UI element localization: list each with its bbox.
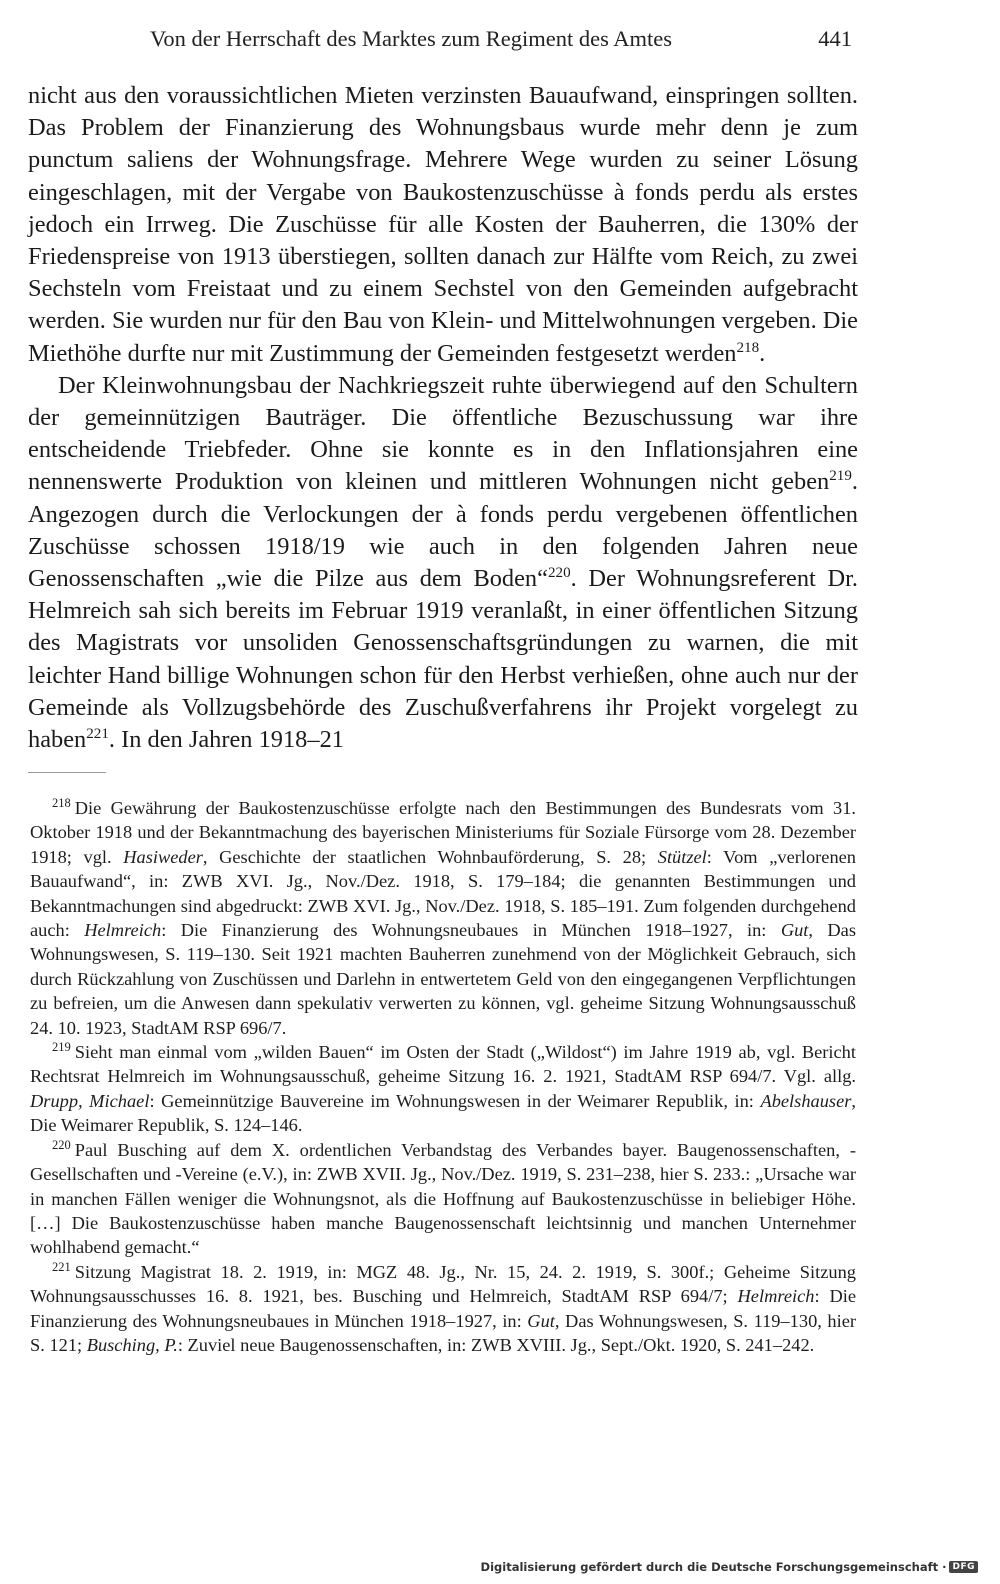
footnote-text: , Das Wohnungswesen, S. 119–130, hier S. 121; — [30, 1310, 857, 1355]
page-number: 441 — [818, 26, 852, 51]
footnote-218 — [30, 796, 856, 1040]
body-text-segment: . Angezogen durch die Verlockungen der à fonds perdu vergebenen öffentlichen Zuschüsse schossen 1918/19 wie auch in den folgenden Jahren neue Genossenschaften „wie die Pilze aus dem Boden“ — [28, 468, 858, 593]
footnote-number: 221 — [52, 1259, 71, 1274]
footnote-author: Abelshauser — [760, 1090, 852, 1111]
footnote-text: : Die Finanzierung des Wohnungsneubaues in München 1918–1927, in: — [161, 920, 781, 941]
footnote-separator — [28, 772, 106, 773]
footnote-reference: 220 — [547, 564, 571, 581]
footnote-author: Drupp, Michael — [30, 1090, 150, 1111]
footnote-220 — [30, 1138, 856, 1260]
footnote-text: Paul Busching auf dem X. ordentlichen Verbandstag des Verbandes bayer. Baugenossenschaften, -Gesellschaften und -Vereine (e.V.), in: ZWB XVII. Jg., Nov./Dez. 1919, S. 231–238, hier S. 233.: „Ursache war in manchen Fällen weniger die Wohnungsnot, als die Hoffnung auf Baukostenzuschüsse in beliebiger Höhe. […] Die Baukostenzuschüsse haben manche Baugenossenschaft leichtsinnig und manchen Unternehmer wohlhabend gemacht.“ — [30, 1139, 856, 1258]
footnote-text: : Zuviel neue Baugenossenschaften, in: ZWB XVIII. Jg., Sept./Okt. 1920, S. 241–242. — [177, 1334, 815, 1355]
footnote-author: Gut — [527, 1310, 555, 1331]
body-paragraph — [28, 80, 858, 370]
body-text — [28, 80, 858, 756]
body-text-segment: . In den Jahren 1918–21 — [108, 726, 344, 754]
footnote-221 — [30, 1260, 856, 1358]
running-head-title: Von der Herrschaft des Marktes zum Regiment des Amtes — [150, 26, 672, 51]
body-text-segment: nicht aus den voraussichtlichen Mieten verzinsten Bauaufwand, einspringen sollten. Das Problem der Finanzierung des Wohnungsbaus wurde mehr denn je zum punctum saliens der Wohnungsfrage. Mehrere Wege wurden zu seiner Lösung eingeschlagen, mit der Vergabe von Baukostenzuschüsse à fonds perdu als erstes jedoch ein Irrweg. Die Zuschüsse für alle Kosten der Bauherren, die 130% der Friedenspreise von 1913 überstiegen, sollten danach zur Hälfte vom Reich, zu zwei Sechsteln vom Freistaat und zu einem Sechstel von den Gemeinden aufgebracht werden. Sie wurden nur für den Bau von Klein- und Mittelwohnungen vergeben. Die Miethöhe durfte nur mit Zustimmung der Gemeinden festgesetzt werden — [28, 82, 858, 367]
footnote-219 — [30, 1040, 856, 1138]
footnote-author: Helmreich — [737, 1286, 815, 1307]
body-paragraph — [28, 370, 858, 756]
footnote-text: : Die Finanzierung des Wohnungsneubaues in München 1918–1927, in: — [30, 1286, 857, 1331]
body-text-segment: . Der Wohnungsreferent Dr. Helmreich sah sich bereits im Februar 1919 veranlaßt, in einer öffentlichen Sitzung des Magistrats vor unsoliden Genossenschaftsgründungen zu warnen, die mit leichter Hand billige Wohnungen schon für den Herbst verhießen, ohne auch nur der Gemeinde als Vollzugsbehörde des Zuschußverfahrens ihr Projekt vorgelegt zu haben — [28, 565, 858, 754]
footnote-text: : Vom „verlorenen Bauaufwand“, in: ZWB XVI. Jg., Nov./Dez. 1918, S. 179–184; die genannten Bestimmungen und Bekanntmachungen sind abgedruckt: ZWB XVI. Jg., Nov./Dez. 1918, S. 185–191. Zum folgenden durchgehend auch: — [30, 846, 856, 941]
footnote-author: Busching, P. — [86, 1334, 178, 1355]
footnote-text: : Gemeinnützige Bauvereine im Wohnungswesen in der Weimarer Republik, in: — [149, 1090, 761, 1111]
footnote-number: 220 — [52, 1137, 71, 1152]
footnote-text: Die Gewährung der Baukostenzuschüsse erfolgte nach den Bestimmungen des Bundesrats vom 31. Oktober 1918 und der Bekanntmachung des bayerischen Ministeriums für Soziale Fürsorge vom 28. Dezember 1918; vgl. — [30, 798, 856, 867]
footnote-author: Stützel — [657, 846, 707, 867]
footnote-text: Sitzung Magistrat 18. 2. 1919, in: MGZ 48. Jg., Nr. 15, 24. 2. 1919, S. 300f.; Geheime Sitzung Wohnungsausschusses 16. 8. 1921, bes. Busching und Helmreich, StadtAM RSP 694/7; — [30, 1261, 856, 1307]
footnote-text: , Die Weimarer Republik, S. 124–146. — [30, 1090, 856, 1136]
footnote-author: Gut — [780, 920, 809, 941]
footnote-text: , Das Wohnungswesen, S. 119–130. Seit 1921 machten Bauherren zunehmend von der Möglichkeit Gebrauch, sich durch Rückzahlung von Zuschüssen und Darlehn in entwertetem Geld von den eingegangenen Verpflichtungen zu befreien, um die Anwesen dann spekulativ verwerten zu können, vgl. geheime Sitzung Wohnungsausschuß 24. 10. 1923, StadtAM RSP 696/7. — [30, 920, 857, 1038]
digitization-notice-text: Digitalisierung gefördert durch die Deutsche Forschungsgemeinschaft · — [480, 1560, 947, 1574]
digitization-notice — [481, 1556, 978, 1578]
footnote-reference: 221 — [86, 725, 109, 742]
footnote-reference: 218 — [736, 339, 760, 356]
body-text-segment: . — [759, 339, 766, 367]
footnote-reference: 219 — [829, 468, 852, 485]
footnote-number: 219 — [52, 1039, 71, 1054]
footnote-number: 218 — [52, 795, 71, 810]
footnotes — [30, 796, 856, 1357]
footnote-author: Hasiweder — [123, 846, 203, 867]
footnote-author: Helmreich — [84, 920, 162, 941]
body-text-segment: Der Kleinwohnungsbau der Nachkriegszeit ruhte überwiegend auf den Schultern der gemeinnützigen Bauträger. Die öffentliche Bezuschussung war ihre entscheidende Triebfeder. Ohne sie konnte es in den Inflationsjahren eine nennenswerte Produktion von kleinen und mittleren Wohnungen nicht geben — [28, 371, 858, 496]
footnote-text: , Geschichte der staatlichen Wohnbauförderung, S. 28; — [202, 846, 658, 867]
dfg-logo-icon: DFG — [949, 1561, 978, 1573]
running-head — [148, 22, 856, 56]
footnote-text: Sieht man einmal vom „wilden Bauen“ im Osten der Stadt („Wildost“) im Jahre 1919 ab, vgl. Bericht Rechtsrat Helmreich im Wohnungsausschuß, geheime Sitzung 16. 2. 1921, StadtAM RSP 694/7. Vgl. allg. — [30, 1042, 856, 1087]
